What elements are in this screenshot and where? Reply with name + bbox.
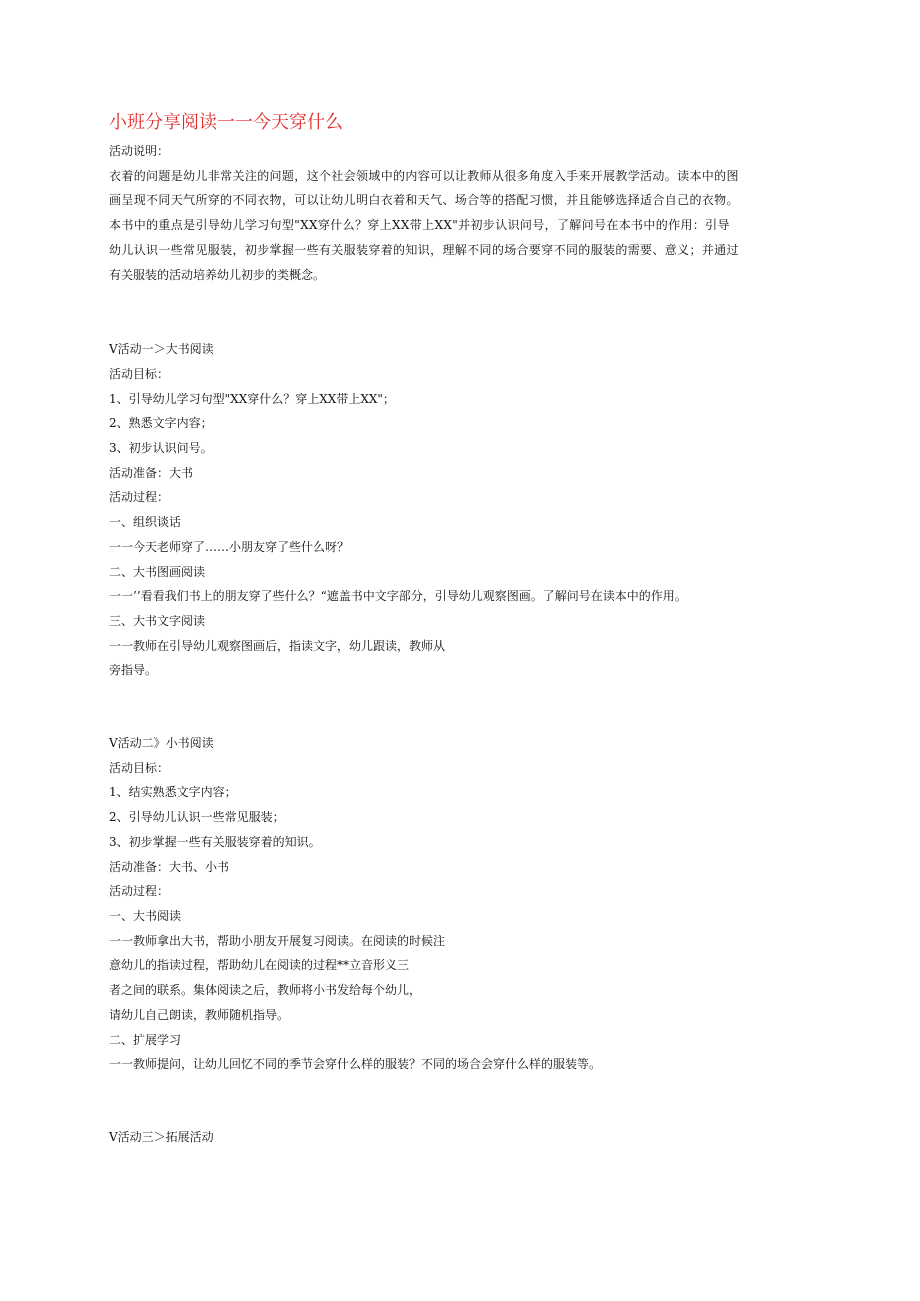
activity2-step: 意幼儿的指读过程，帮助幼儿在阅读的过程**立音形义三: [109, 958, 410, 973]
document-title: 小班分享阅读一一今天穿什么: [109, 112, 343, 133]
activity1-step: 一一今天老师穿了……小朋友穿了些什么呀？: [109, 539, 350, 554]
activity2-prep: 活动准备：大书、小书: [109, 859, 230, 874]
document-page: [109, 108, 789, 1150]
activity2-step: 请幼儿自己朗读，教师随机指导。: [109, 1007, 290, 1022]
section-gap: [109, 683, 789, 731]
intro-label: 活动说明：: [109, 144, 170, 158]
activity1-goals-label: 活动目标：: [109, 366, 170, 381]
activity3-heading: V活动三＞拓展活动: [109, 1129, 214, 1144]
activity1-goal: 3、初步认识问号。: [109, 441, 213, 456]
intro-line: 画呈现不同天气所穿的不同衣物，可以让幼儿明白衣着和天气、场合等的搭配习惯，并且能够选择适合自己的衣物。: [109, 193, 739, 208]
activity1-step: 一一’’看看我们书上的朋友穿了些什么？“遮盖书中文字部分，引导幼儿观察图画。了解问号在读本中的作用。: [109, 589, 687, 604]
section-gap: [109, 287, 789, 337]
activity1-step: 旁指导。: [109, 663, 158, 678]
intro-line: 幼儿认识一些常见服装，初步掌握一些有关服装穿着的知识，理解不同的场合要穿不同的服装的需要、意义；并通过: [109, 242, 739, 257]
activity1-prep: 活动准备：大书: [109, 465, 194, 480]
activity1-step: 二、大书图画阅读: [109, 564, 206, 579]
section-gap: [109, 1077, 789, 1125]
activity2-heading: V活动二》小书阅读: [109, 736, 214, 751]
activity2-goal: 1、结实熟悉文字内容；: [109, 785, 237, 800]
intro-line: 衣着的问题是幼儿非常关注的问题，这个社会领域中的内容可以让教师从很多角度入手来开展教学活动。读本中的图: [109, 168, 739, 183]
activity2-process-label: 活动过程：: [109, 884, 170, 899]
activity1-heading: V活动一＞大书阅读: [109, 342, 214, 357]
activity2-step: 者之间的联系。集体阅读之后，教师将小书发给每个幼儿，: [109, 983, 422, 998]
activity2-goal: 3、初步掌握一些有关服装穿着的知识。: [109, 834, 321, 849]
activity2-goals-label: 活动目标：: [109, 760, 170, 775]
activity1-process-label: 活动过程：: [109, 490, 170, 505]
activity1-step: 三、大书文字阅读: [109, 613, 206, 628]
activity2-goal: 2、引导幼儿认识一些常见服装；: [109, 810, 285, 825]
intro-line: 本书中的重点是引导幼儿学习句型"XX穿什么？穿上XX带上XX"并初步认识问号，了解问号在本书中的作用：引导: [109, 218, 730, 233]
activity2-step: 一一教师拿出大书，帮助小朋友开展复习阅读。在阅读的时候注: [109, 933, 446, 948]
intro-line: 有关服装的活动培养幼儿初步的类概念。: [109, 267, 326, 282]
activity2-step: 二、扩展学习: [109, 1032, 182, 1047]
activity1-goal: 2、熟悉文字内容；: [109, 416, 213, 431]
activity2-step: 一一教师提问，让幼儿回忆不同的季节会穿什么样的服装？不同的场合会穿什么样的服装等。: [109, 1057, 602, 1072]
activity2-step: 一、大书阅读: [109, 908, 182, 923]
activity1-step: 一一教师在引导幼儿观察图画后，指读文字，幼儿跟读，教师从: [109, 638, 446, 653]
activity1-goal: 1、引导幼儿学习句型"XX穿什么？穿上XX带上XX"；: [109, 391, 395, 406]
activity1-step: 一、组织谈话: [109, 515, 182, 530]
